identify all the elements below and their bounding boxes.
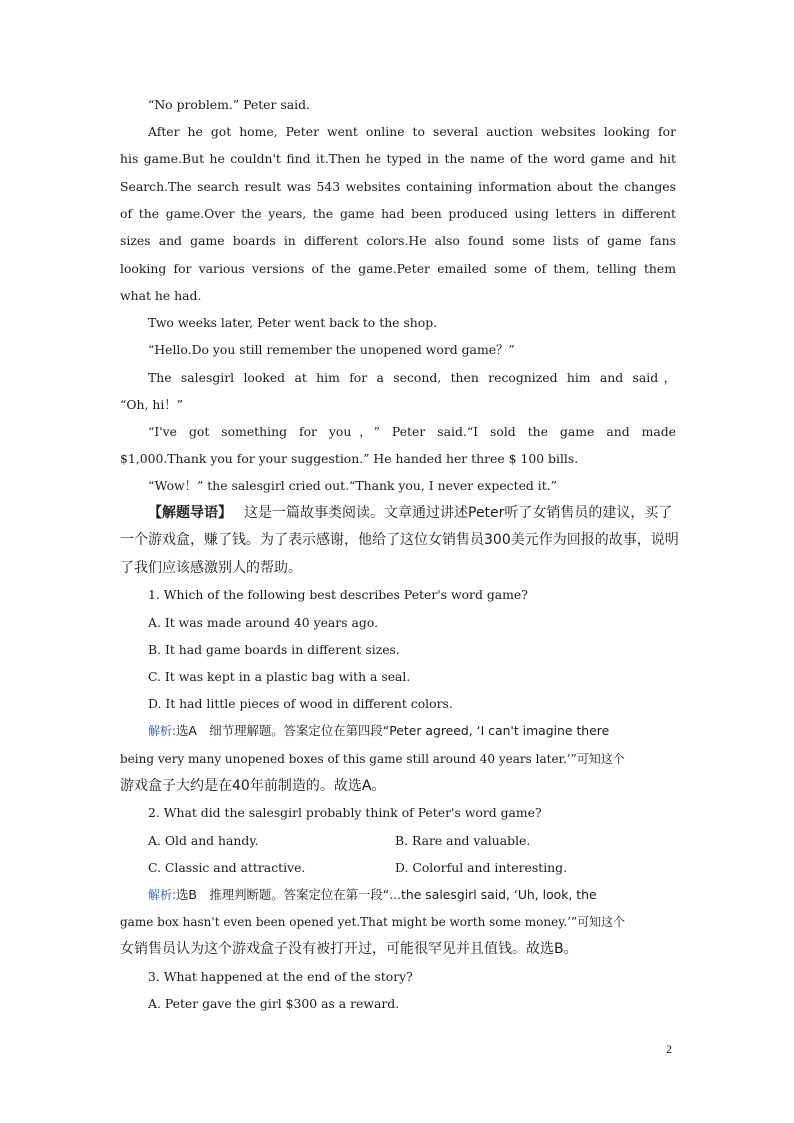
question-2-stem: 2. What did the salesgirl probably think of Peter's word game?: [148, 805, 542, 820]
question-3-stem: 3. What happened at the end of the story?: [148, 969, 413, 984]
question-1-option-a: A. It was made around 40 years ago.: [148, 615, 379, 630]
story-paragraph-2-line-1: After he got home, Peter went online to several auction websites looking for: [148, 124, 676, 139]
question-2-options-row-1: [148, 833, 676, 849]
question-1-option-b: B. It had game boards in different sizes.: [148, 642, 400, 657]
guide-line-3: 了我们应该感激别人的帮助。: [120, 560, 302, 576]
question-3-option-a: A. Peter gave the girl $300 as a reward.: [148, 996, 400, 1011]
guide-text-line-1: 这是一篇故事类阅读。文章通过讲述Peter听了女销售员的建议，买了: [244, 505, 673, 521]
question-2-option-c: C. Classic and attractive.: [148, 860, 306, 875]
story-paragraph-6-line-2: $1,000.Thank you for your suggestion.” He handed her three $ 100 bills.: [120, 451, 579, 466]
guide-line-2: 一个游戏盒，赚了钱。为了表示感谢，他给了这位女销售员300美元作为回报的故事，说明: [120, 532, 679, 548]
question-2-option-a: A. Old and handy.: [148, 833, 259, 848]
explanation-text: 选A 细节理解题。答案定位在第四段“Peter agreed, ‘I can't imagine there: [176, 723, 610, 738]
guide-label: 【解题导语】: [148, 505, 232, 521]
page-number: 2: [666, 1042, 672, 1056]
story-paragraph-2-line-7: what he had.: [120, 288, 202, 303]
story-paragraph-2-line-2: his game.But he couldn't find it.Then he typed in the name of the word game and hit: [120, 151, 676, 166]
story-paragraph-1: “No problem.” Peter said.: [148, 97, 310, 112]
question-2-explanation-line-1: [148, 887, 676, 903]
story-paragraph-2-line-5: sizes and game boards in different colors.He also found some lists of game fans: [120, 233, 676, 248]
explanation-label: 解析:: [148, 888, 177, 902]
story-paragraph-4: “Hello.Do you still remember the unopened word game？”: [148, 342, 515, 357]
story-paragraph-5-line-2: “Oh, hi！”: [120, 397, 184, 412]
story-paragraph-2-line-3: Search.The search result was 543 websites containing information about the changes: [120, 179, 676, 194]
question-1-option-c: C. It was kept in a plastic bag with a seal.: [148, 669, 411, 684]
question-2-option-d: D. Colorful and interesting.: [395, 860, 568, 875]
question-2-explanation-line-2: game box hasn't even been opened yet.That might be worth some money.’”可知这个: [120, 915, 626, 929]
explanation-text: 选B 推理判断题。答案定位在第一段“...the salesgirl said, ‘Uh, look, the: [176, 887, 597, 902]
question-1-option-d: D. It had little pieces of wood in different colors.: [148, 696, 453, 711]
story-paragraph-2-line-4: of the game.Over the years, the game had been produced using letters in different: [120, 206, 676, 221]
question-1-explanation-line-2: being very many unopened boxes of this game still around 40 years later.’”可知这个: [120, 752, 625, 766]
story-paragraph-7: “Wow！” the salesgirl cried out.“Thank you, I never expected it.”: [148, 478, 558, 493]
question-2-options-row-2: [148, 860, 676, 876]
story-paragraph-6-line-1: “I've got something for you，” Peter said.“I sold the game and made: [148, 424, 676, 439]
story-paragraph-3: Two weeks later, Peter went back to the shop.: [148, 315, 438, 330]
explanation-label: 解析:: [148, 724, 177, 738]
question-1-explanation-line-1: [148, 723, 676, 739]
story-paragraph-5-line-1: The salesgirl looked at him for a second, then recognized him and said，: [148, 370, 676, 385]
question-2-explanation-line-3: 女销售员认为这个游戏盒子没有被打开过，可能很罕见并且值钱。故选B。: [120, 941, 578, 957]
question-1-stem: 1. Which of the following best describes Peter's word game?: [148, 587, 528, 602]
story-paragraph-2-line-6: looking for various versions of the game.Peter emailed some of them, telling them: [120, 261, 676, 276]
question-2-option-b: B. Rare and valuable.: [395, 833, 531, 848]
guide-line-1: [148, 505, 676, 521]
question-1-explanation-line-3: 游戏盒子大约是在40年前制造的。故选A。: [120, 778, 386, 794]
